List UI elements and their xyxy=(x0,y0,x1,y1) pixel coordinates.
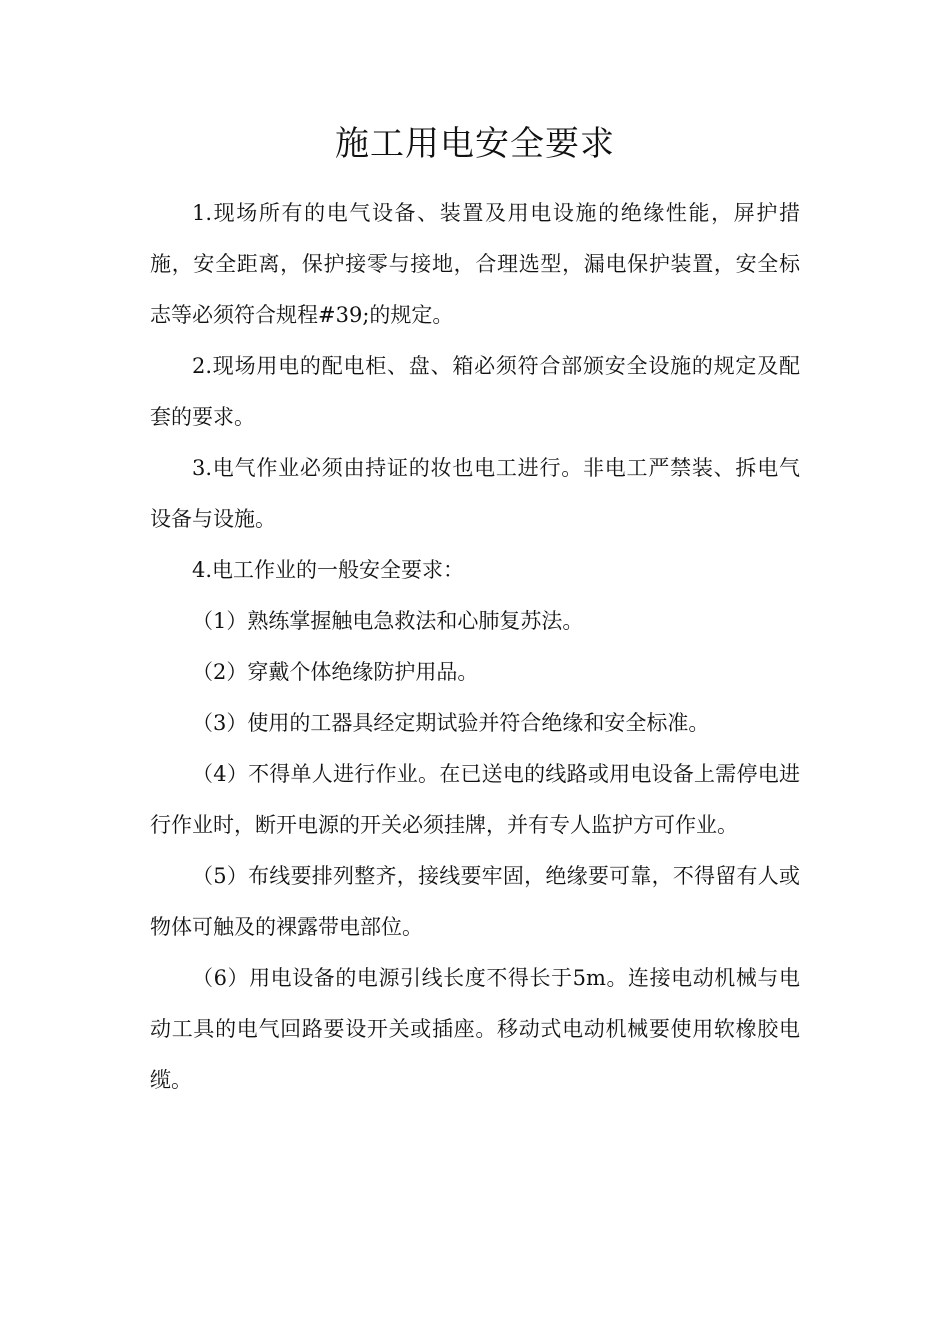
paragraph-2: 2.现场用电的配电柜、盘、箱必须符合部颁安全设施的规定及配套的要求。 xyxy=(150,354,800,429)
paragraph-10: （6）用电设备的电源引线长度不得长于5m。连接电动机械与电动工具的电气回路要设开关或插座。移动式电动机械要使用软橡胶电缆。 xyxy=(150,966,800,1092)
document-body xyxy=(150,188,800,1106)
paragraph-3: 3.电气作业必须由持证的妆也电工进行。非电工严禁装、拆电气设备与设施。 xyxy=(150,456,800,531)
paragraph-5: （1）熟练掌握触电急救法和心肺复苏法。 xyxy=(192,609,584,633)
document-title: 施工用电安全要求 xyxy=(335,124,615,164)
paragraph-1: 1.现场所有的电气设备、装置及用电设施的绝缘性能，屏护措施，安全距离，保护接零与接地，合理选型，漏电保护装置，安全标志等必须符合规程#39;的规定。 xyxy=(150,201,800,327)
paragraph-4: 4.电工作业的一般安全要求： xyxy=(192,558,465,582)
paragraph-7: （3）使用的工器具经定期试验并符合绝缘和安全标准。 xyxy=(192,711,710,735)
paragraph-9: （5）布线要排列整齐，接线要牢固，绝缘要可靠，不得留有人或物体可触及的裸露带电部位。 xyxy=(150,864,800,939)
paragraph-8: （4）不得单人进行作业。在已送电的线路或用电设备上需停电进行作业时，断开电源的开关必须挂牌，并有专人监护方可作业。 xyxy=(150,762,800,837)
paragraph-6: （2）穿戴个体绝缘防护用品。 xyxy=(192,660,479,684)
